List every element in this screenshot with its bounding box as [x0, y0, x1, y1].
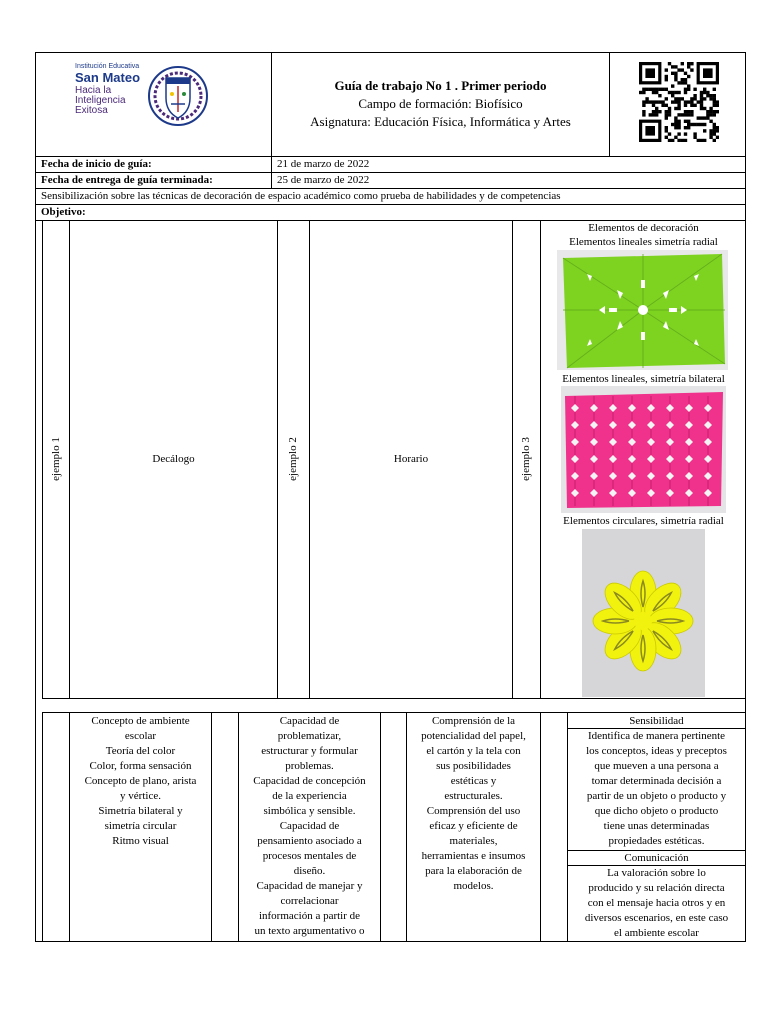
text-line: que dicho objeto o producto [594, 805, 719, 817]
row-line-3 [35, 204, 746, 205]
pink-paper-photo [561, 386, 726, 513]
caption-radial-lines: Elementos lineales simetría radial [569, 236, 718, 248]
text-line: el ambiente escolar [614, 927, 699, 939]
text-line: herramientas e insumos [421, 850, 526, 862]
logo-line-1: Institución Educativa [75, 63, 140, 70]
text-line: Concepto de plano, arista [84, 775, 197, 787]
text-line: Identifica de manera pertinente [587, 730, 726, 742]
inicio-value: 21 de marzo de 2022 [277, 158, 370, 170]
text-line: para la elaboración de [425, 865, 522, 877]
text-line: y vértice. [120, 790, 161, 802]
text-line: Capacidad de [279, 715, 340, 727]
ejemplo-2-content: Horario [393, 453, 429, 465]
text-line: Simetría bilateral y [98, 805, 183, 817]
text-line: problematizar, [277, 730, 342, 742]
text-line: Capacidad de concepción [253, 775, 366, 787]
text-line: simbólica y sensible. [263, 805, 356, 817]
text-line: Capacidad de [279, 820, 340, 832]
text-line: producido y su relación directa [588, 882, 725, 894]
text-line: con el mensaje hacia otros y en [587, 897, 726, 909]
content-column [70, 714, 211, 849]
text-line: materiales, [449, 835, 498, 847]
green-paper-cutout-icon [557, 250, 728, 370]
text-line: eficaz y eficiente de [429, 820, 518, 832]
asignatura: Asignatura: Educación Física, Informática y Artes [310, 114, 571, 129]
text-line: Teoría del color [105, 745, 176, 757]
bottom-top-line [42, 712, 746, 713]
text-line: correlacionar [280, 895, 339, 907]
entrega-value: 25 de marzo de 2022 [277, 174, 370, 186]
text-line: de la experiencia [272, 790, 347, 802]
text-line: escolar [124, 730, 157, 742]
comunicacion-text [567, 866, 746, 941]
text-line: información a partir de [258, 910, 361, 922]
bot-divider-0 [42, 712, 43, 942]
text-line: Ritmo visual [112, 835, 169, 847]
inicio-label: Fecha de inicio de guía: [41, 158, 152, 170]
logo-line-2: San Mateo [75, 70, 141, 85]
text-line: diseño. [293, 865, 326, 877]
yellow-flower-cutout-icon [582, 529, 705, 697]
text-line: estructurales. [444, 790, 503, 802]
text-line: La valoración sobre lo [607, 867, 706, 879]
school-logo [75, 62, 215, 132]
text-line: pensamiento asociado a [257, 835, 362, 847]
text-line: diversos escenarios, en este caso [584, 912, 729, 924]
examples-bottom-line [42, 698, 746, 699]
comprehension-column [407, 714, 540, 894]
text-line: simetría circular [104, 820, 177, 832]
campo-formacion: Campo de formación: Biofísico [358, 96, 523, 111]
text-line: los conceptos, ideas y preceptos [586, 745, 727, 757]
sensibilidad-text [567, 729, 746, 849]
qr-code-icon [639, 62, 719, 142]
text-line: Capacidad de manejar y [256, 880, 363, 892]
text-line: un texto argumentativo o [254, 925, 365, 937]
ejemplo-1-label: ejemplo 1 [50, 437, 62, 481]
text-line: que mueven a una persona a [594, 760, 719, 772]
objetivo-label: Objetivo: [41, 206, 86, 218]
ex-divider-2 [277, 220, 278, 698]
capacities-column [239, 714, 380, 939]
bot-divider-6 [540, 712, 541, 942]
ex-divider-5 [540, 220, 541, 698]
bot-divider-4 [380, 712, 381, 942]
ejemplo-1-content: Decálogo [152, 453, 195, 465]
text-line: estructurar y formular [261, 745, 358, 757]
text-line: procesos mentales de [262, 850, 357, 862]
caption-circular: Elementos circulares, simetría radial [563, 515, 724, 527]
sensibilidad-title: Sensibilidad [629, 715, 684, 727]
text-line: sus posibilidades [436, 760, 511, 772]
pink-paper-cutout-icon [561, 386, 726, 513]
comunicacion-title: Comunicación [624, 852, 689, 864]
ex-divider-4 [512, 220, 513, 698]
school-shield-icon [147, 62, 209, 130]
text-line: partir de un objeto o producto y [586, 790, 727, 802]
green-paper-photo [557, 250, 728, 370]
ex-divider-0 [42, 220, 43, 698]
yellow-flower-photo [582, 529, 705, 697]
text-line: Color, forma sensación [89, 760, 192, 772]
text-line: potencialidad del papel, [421, 730, 526, 742]
logo-line-5: Exitosa [75, 105, 108, 116]
guide-title: Guía de trabajo No 1 . Primer periodo [334, 78, 547, 93]
row-divider [271, 156, 272, 188]
text-line: tiene unas determinadas [603, 820, 710, 832]
entrega-label: Fecha de entrega de guía terminada: [41, 174, 213, 186]
text-line: modelos. [453, 880, 494, 892]
text-line: propiedades estéticas. [608, 835, 705, 847]
text-line: estéticas y [450, 775, 497, 787]
text-line: Comprensión de la [431, 715, 516, 727]
logo-line-3: Hacia la [75, 85, 112, 96]
logo-line-4: Inteligencia [75, 95, 126, 106]
text-line: Comprensión del uso [426, 805, 521, 817]
header-divider-2 [609, 52, 610, 156]
description: Sensibilización sobre las técnicas de decoración de espacio académico como prueba de habilidades y de competencias [41, 190, 561, 202]
ejemplo-3-label: ejemplo 3 [520, 437, 532, 481]
text-line: el cartón y la tela con [426, 745, 521, 757]
bot-divider-2 [211, 712, 212, 942]
text-line: tomar determinada decisión a [591, 775, 722, 787]
text-line: problemas. [285, 760, 334, 772]
caption-bilateral: Elementos lineales, simetría bilateral [562, 373, 725, 385]
ejemplo-2-label: ejemplo 2 [287, 437, 299, 481]
decoration-title: Elementos de decoración [588, 222, 699, 234]
text-line: Concepto de ambiente [91, 715, 190, 727]
